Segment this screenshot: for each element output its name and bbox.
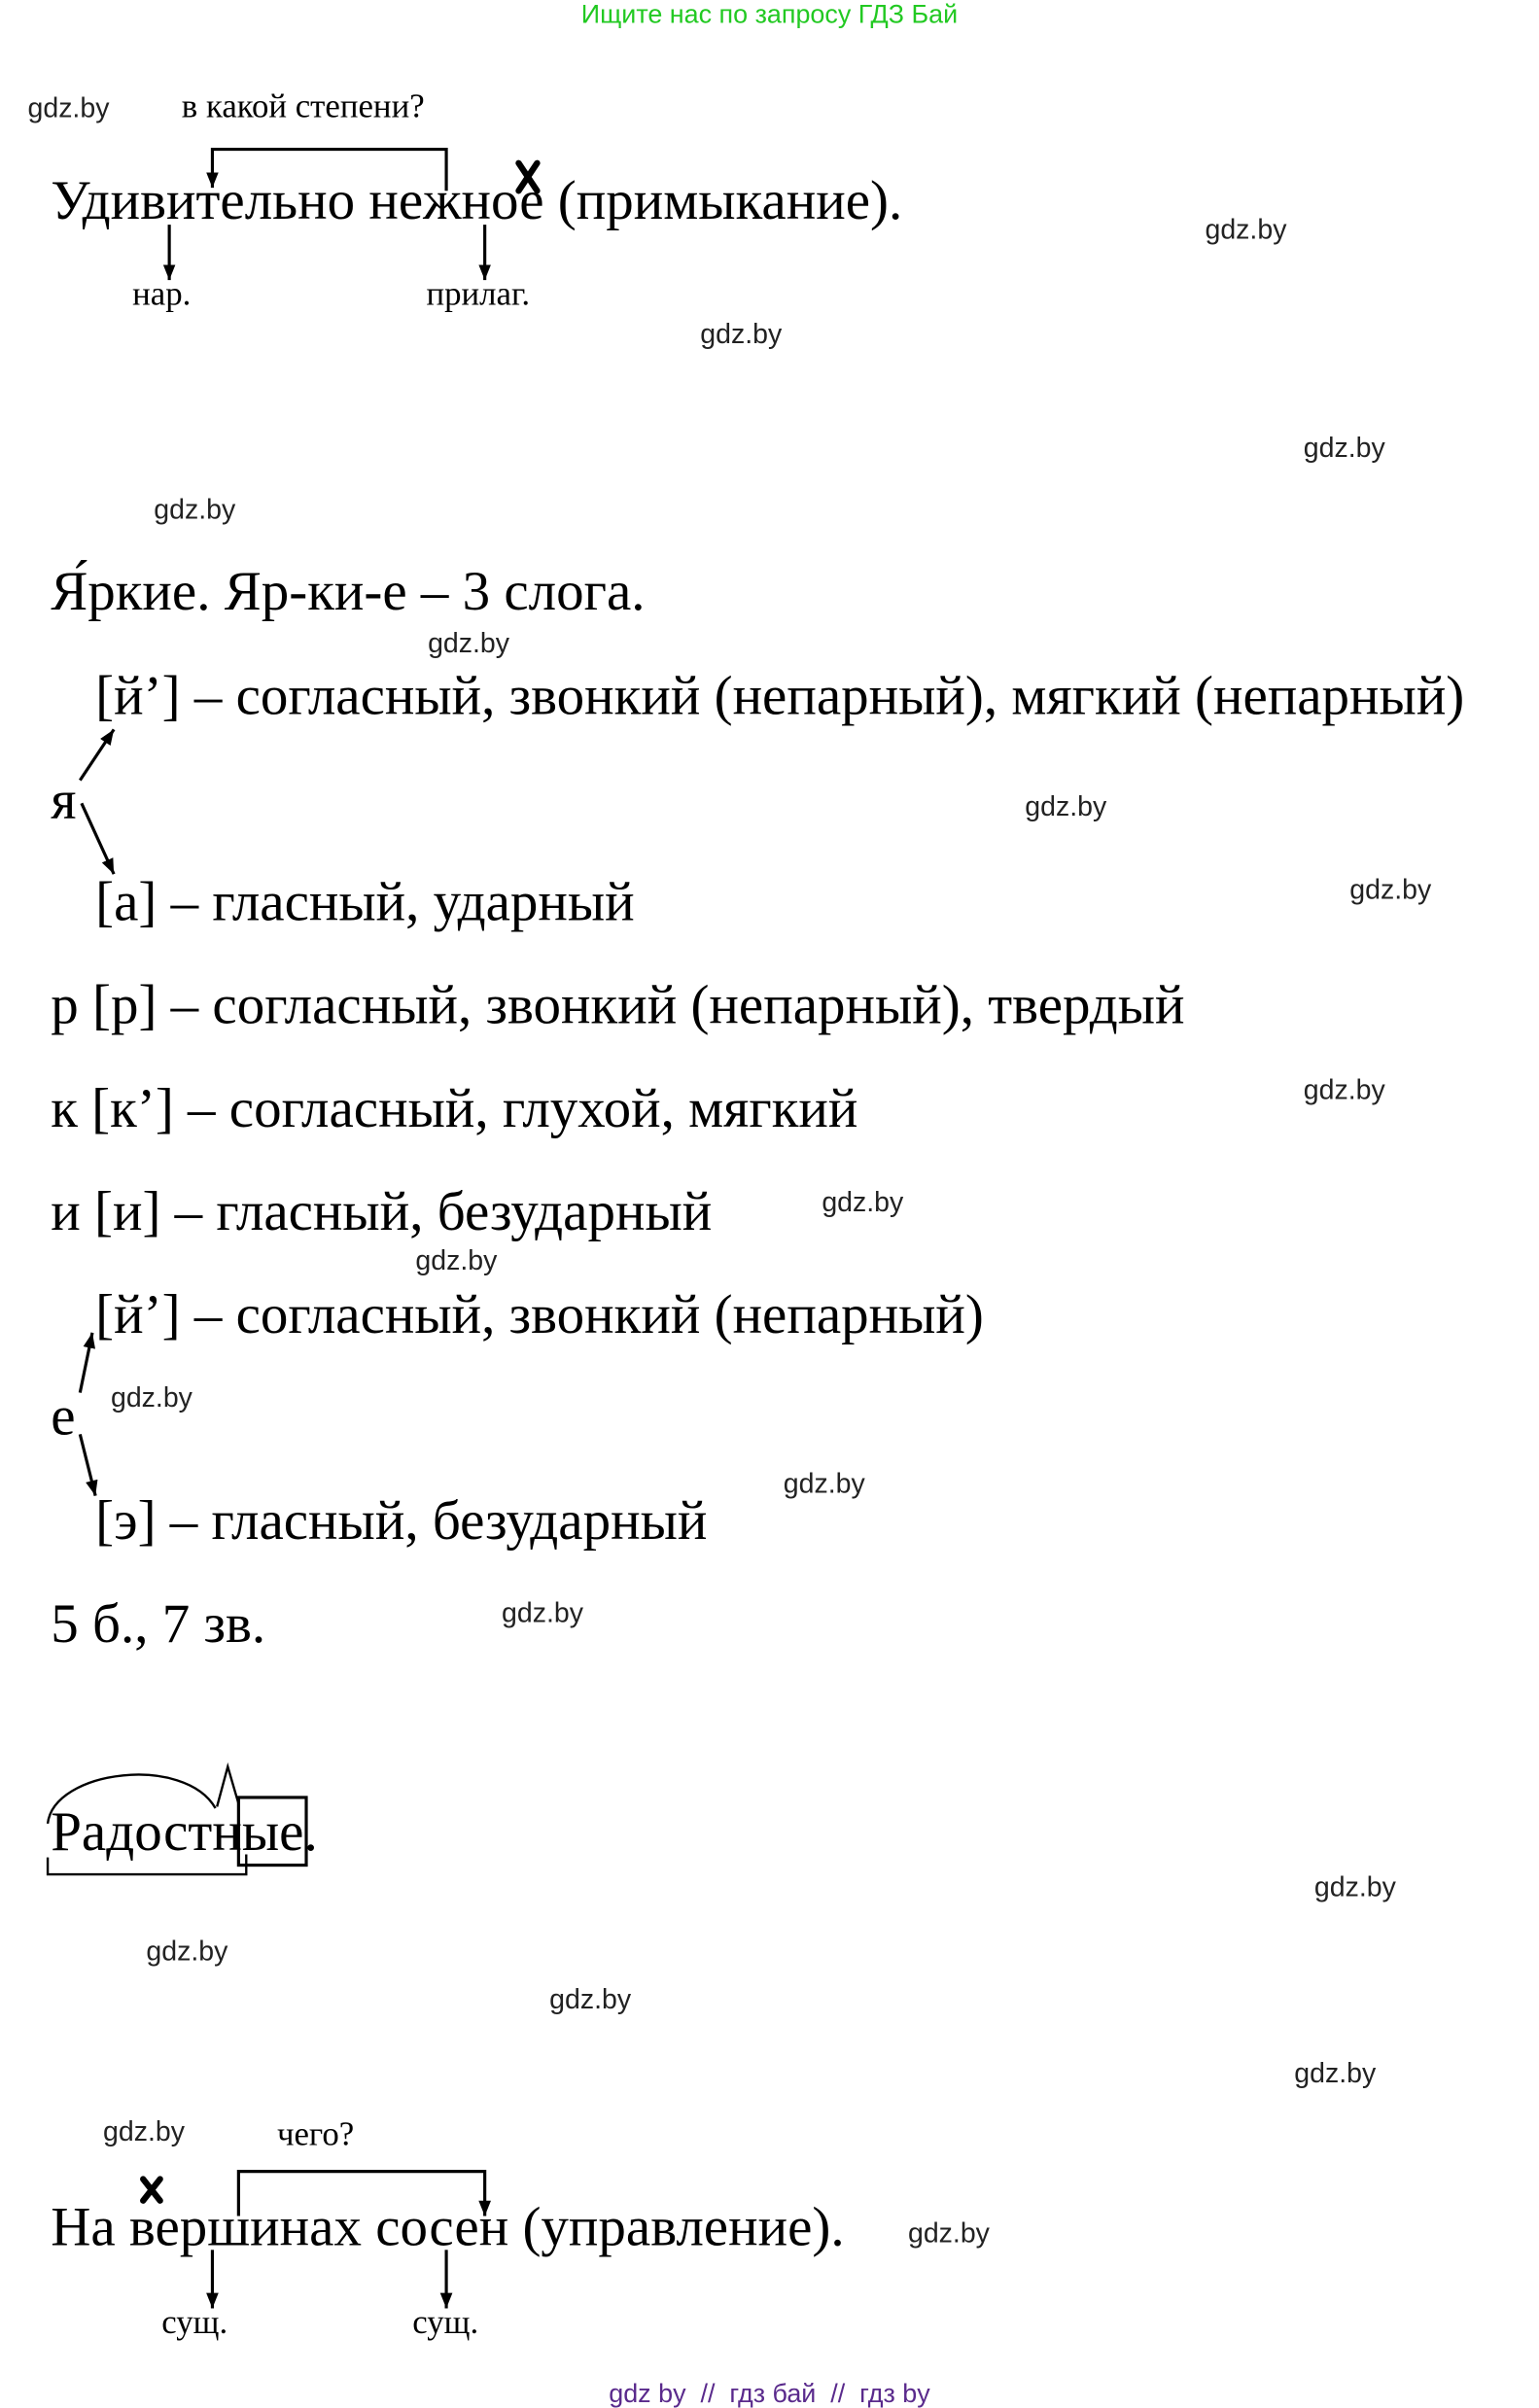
watermark: gdz.by xyxy=(428,627,510,659)
phonetic-title: Я́ркие. Яр-ки-е – 3 слога. xyxy=(51,560,646,622)
watermark: gdz.by xyxy=(1205,214,1287,245)
question-label: чего? xyxy=(276,2114,355,2153)
phrase-sentence: Удивительно нежное (примыкание). xyxy=(51,169,903,231)
watermark: gdz.by xyxy=(822,1186,904,1218)
watermark: gdz.by xyxy=(154,494,236,525)
phonetic-line: [й’] – согласный, звонкий (непарный), мягкий (непарный) xyxy=(95,664,1465,727)
word-parse xyxy=(51,1800,318,1863)
watermark: gdz.by xyxy=(1313,1870,1396,1902)
phonetic-line: и [и] – гласный, безударный xyxy=(51,1180,713,1242)
word-stem: Радостн xyxy=(51,1800,242,1863)
part-of-speech-label: нар. xyxy=(132,273,192,313)
watermark: gdz.by xyxy=(110,1381,192,1413)
watermark: gdz.by xyxy=(907,2217,990,2249)
watermark: gdz.by xyxy=(1303,1073,1385,1105)
watermark: gdz.by xyxy=(27,91,110,123)
part-of-speech-label: прилаг. xyxy=(426,273,531,313)
word-ending: ые xyxy=(241,1800,304,1863)
part-of-speech-label: сущ. xyxy=(161,2302,228,2341)
phonetic-line: [э] – гласный, безударный xyxy=(95,1489,708,1552)
letter-label: я xyxy=(51,769,77,831)
phrase-sentence: На вершинах сосен (управление). xyxy=(51,2195,845,2258)
watermark: gdz.by xyxy=(1294,2057,1377,2089)
word-punct: . xyxy=(303,1800,318,1863)
search-hint-header: Ищите нас по запросу ГДЗ Бай xyxy=(580,0,959,30)
phonetic-line: [а] – гласный, ударный xyxy=(95,870,635,933)
footer-links[interactable]: gdz by // гдз бай // гдз by xyxy=(609,2379,930,2408)
watermark: gdz.by xyxy=(700,318,783,350)
watermark: gdz.by xyxy=(103,2115,186,2147)
watermark: gdz.by xyxy=(783,1468,865,1499)
watermark: gdz.by xyxy=(502,1597,584,1628)
watermark: gdz.by xyxy=(1025,790,1107,822)
phonetic-line: к [к’] – согласный, глухой, мягкий xyxy=(51,1077,858,1139)
watermark: gdz.by xyxy=(1303,432,1385,464)
part-of-speech-label: сущ. xyxy=(412,2302,479,2341)
watermark: gdz.by xyxy=(549,1983,632,2015)
watermark: gdz.by xyxy=(1349,874,1432,905)
letter-label: е xyxy=(51,1384,76,1448)
watermark: gdz.by xyxy=(415,1244,498,1276)
question-label: в какой степени? xyxy=(181,86,425,125)
phonetic-line: р [р] – согласный, звонкий (непарный), твердый xyxy=(51,974,1185,1036)
watermark: gdz.by xyxy=(146,1936,228,1968)
phonetic-line: [й’] – согласный, звонкий (непарный) xyxy=(95,1283,984,1345)
phonetic-summary: 5 б., 7 зв. xyxy=(51,1592,266,1655)
